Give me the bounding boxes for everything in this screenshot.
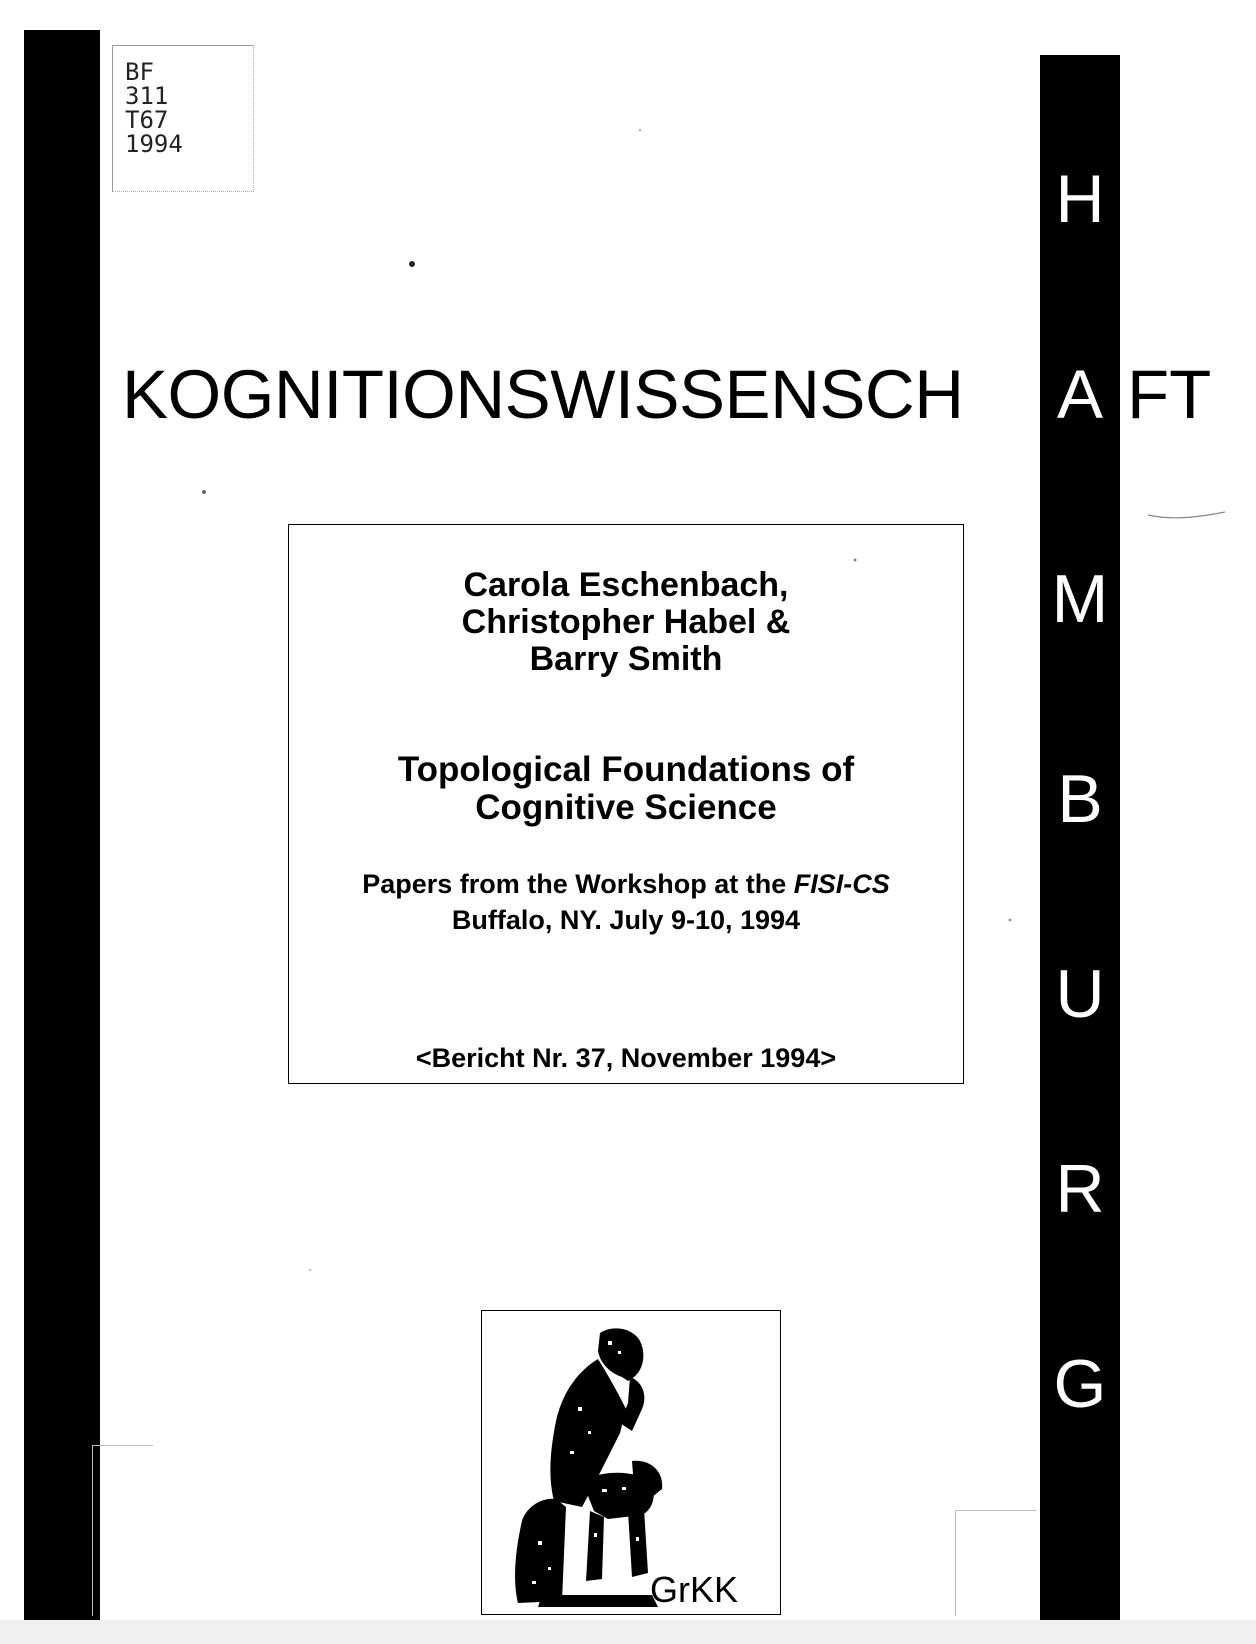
vertical-letter-r: R — [1055, 1151, 1105, 1227]
vertical-letter-g: G — [1053, 1346, 1107, 1422]
workshop-line — [289, 867, 963, 901]
workshop-prefix: Papers from the Workshop at the — [362, 869, 794, 899]
book-title-line: Cognitive Science — [475, 788, 777, 827]
book-title-line: Topological Foundations of — [397, 750, 855, 789]
logo-label: GrKK — [650, 1569, 739, 1610]
scan-artifact — [92, 1445, 153, 1616]
call-number-line: 311 — [125, 82, 169, 110]
vertical-letter-m: M — [1051, 561, 1109, 637]
location-date-line: Buffalo, NY. July 9-10, 1994 — [451, 905, 801, 935]
author-line: Barry Smith — [529, 640, 723, 678]
call-number-line: T67 — [125, 106, 169, 134]
masthead-ending: FT — [1127, 356, 1212, 433]
vertical-letter-b: B — [1057, 761, 1103, 837]
title-box — [288, 524, 964, 1084]
scan-artifact — [955, 1510, 1036, 1616]
scan-bottom-margin — [0, 1620, 1256, 1644]
vertical-letter-u: U — [1055, 956, 1105, 1032]
author-line: Carola Eschenbach, — [463, 566, 789, 604]
masthead-letter-a: A — [1056, 356, 1104, 433]
report-number: <Bericht Nr. 37, November 1994> — [415, 1043, 837, 1073]
logo-box — [481, 1310, 781, 1615]
masthead-title: KOGNITIONSWISSENSCH — [122, 356, 964, 433]
workshop-venue: FISI-CS — [793, 869, 890, 899]
library-call-number-label — [112, 45, 254, 192]
author-line: Christopher Habel & — [461, 603, 791, 641]
call-number-line: 1994 — [125, 130, 183, 158]
vertical-letter-h: H — [1055, 161, 1105, 237]
call-number-line: BF — [125, 58, 154, 86]
left-black-bar — [24, 30, 100, 1620]
